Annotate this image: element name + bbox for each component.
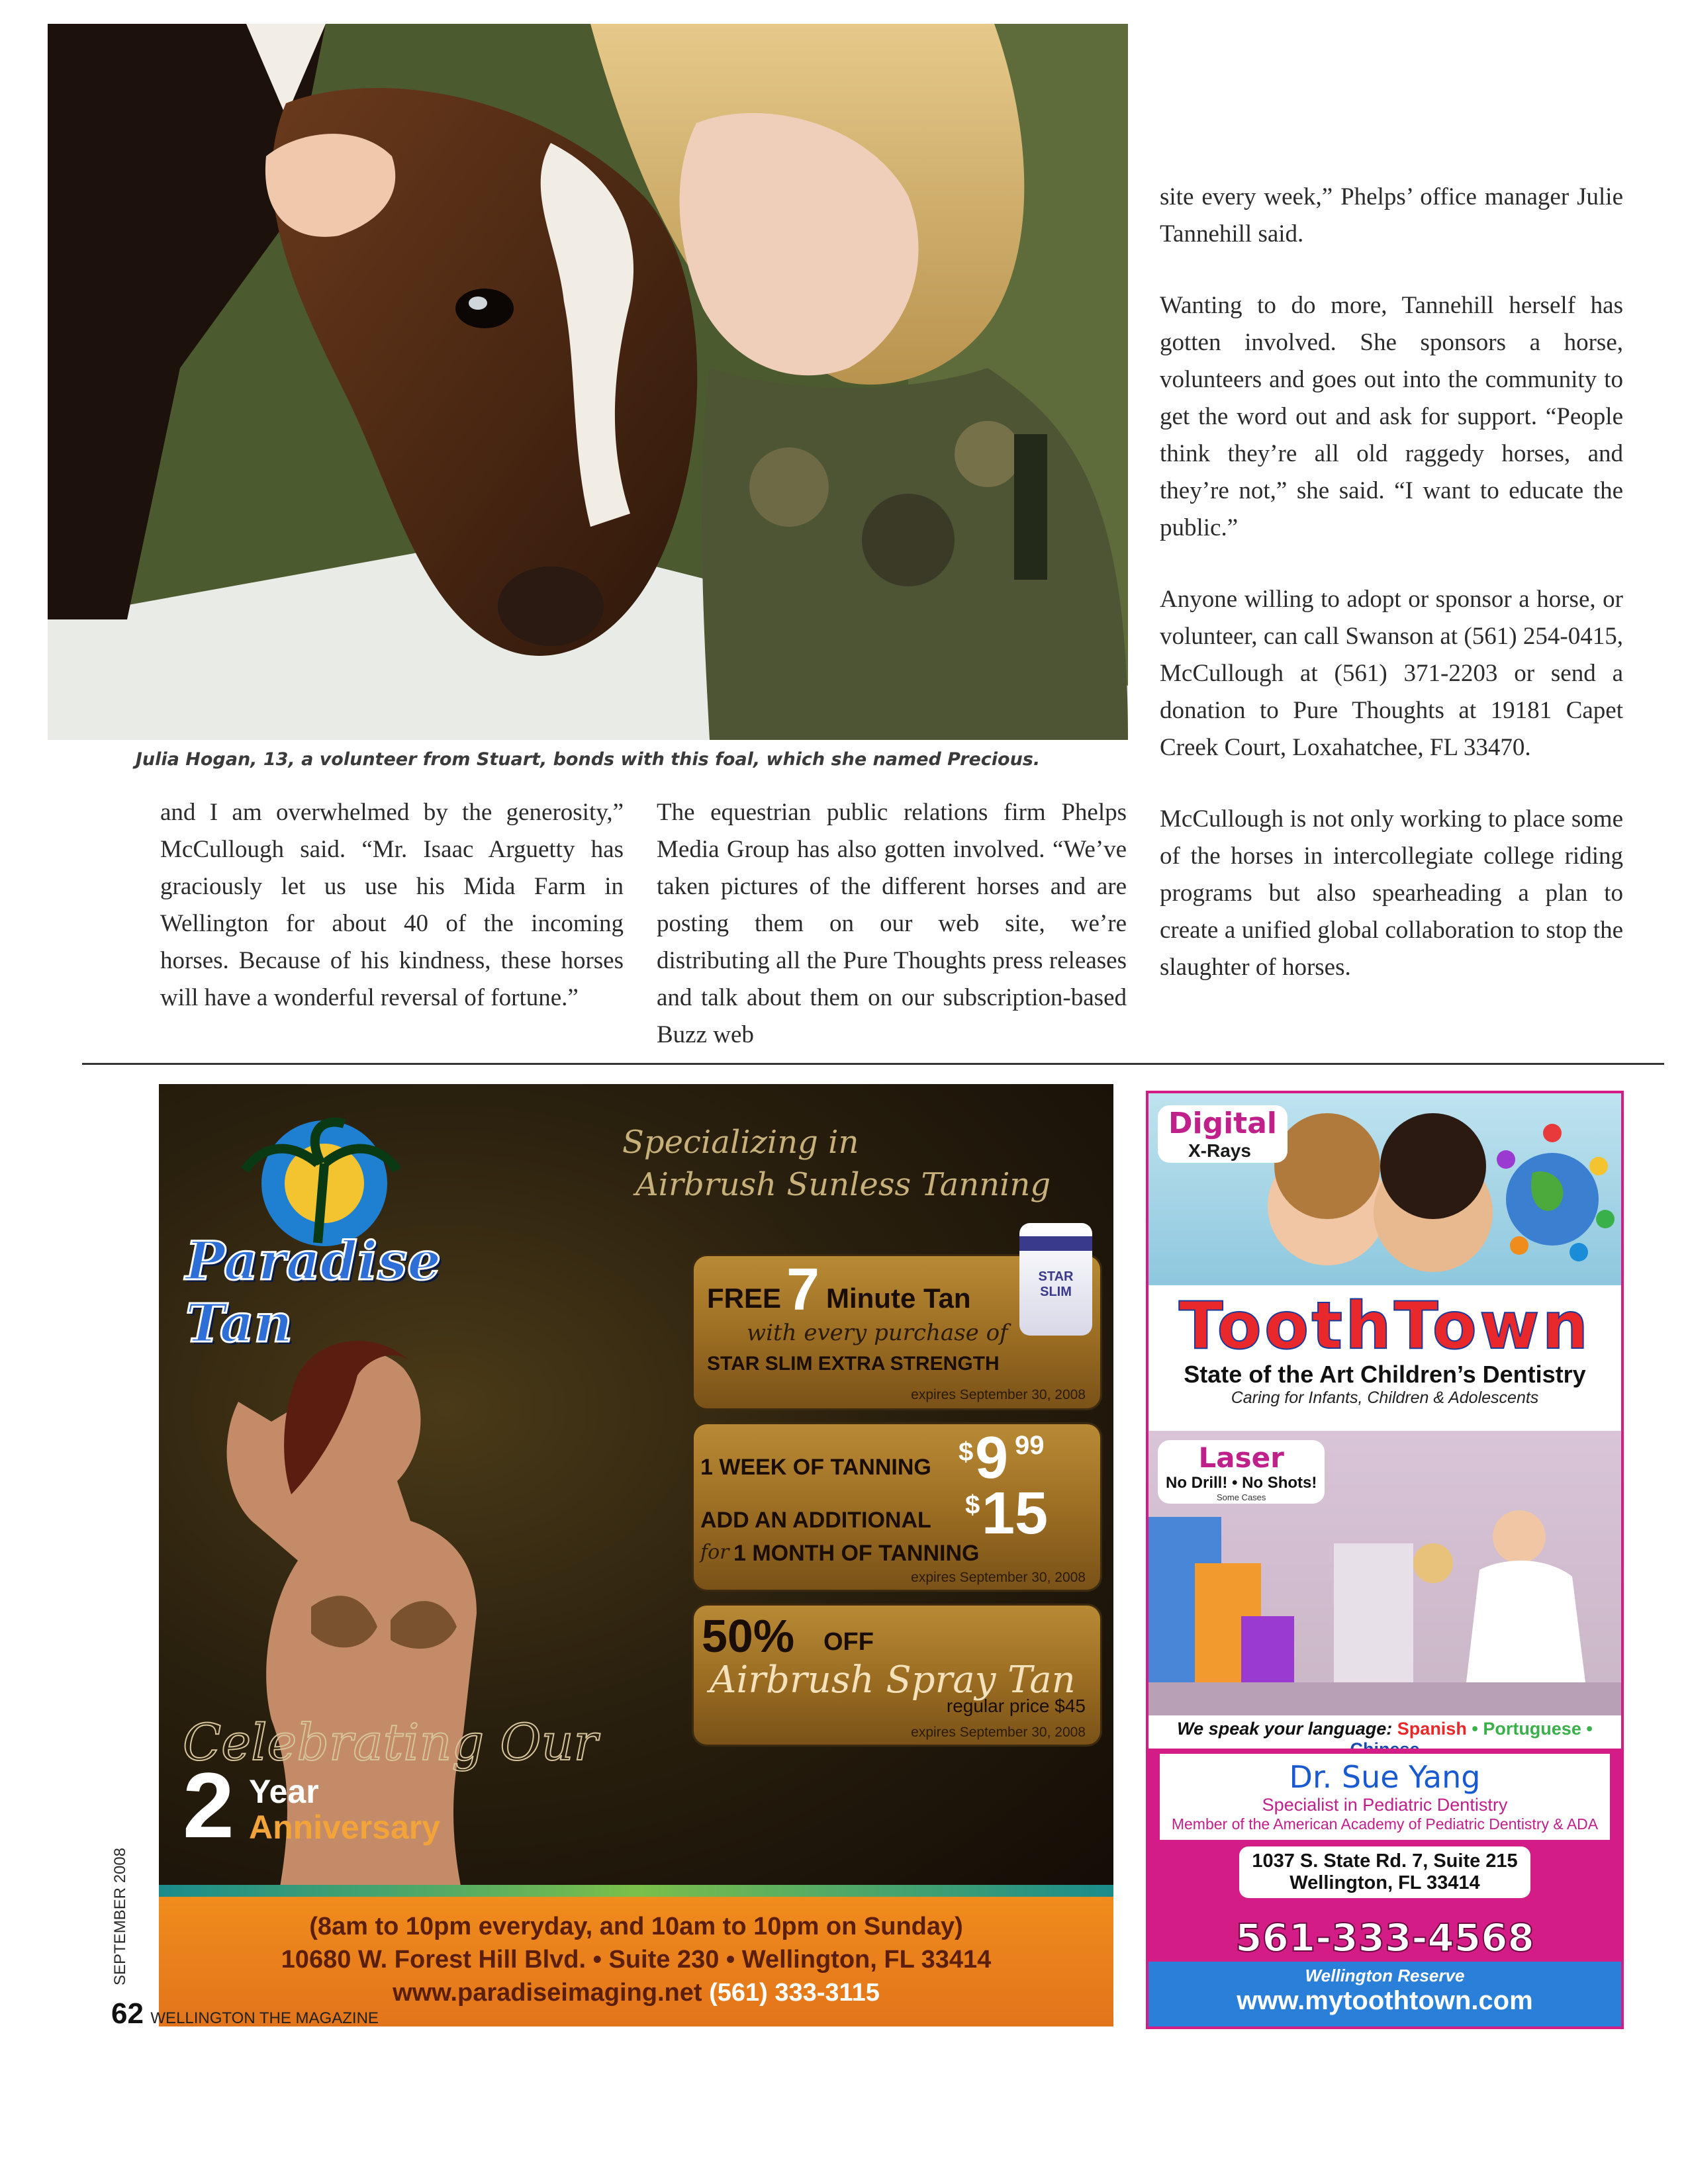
digital-xray-badge — [1158, 1105, 1288, 1163]
article-column-1 — [160, 794, 624, 1051]
phone-strip — [1149, 1914, 1621, 1962]
anniversary-word: Anniversary — [249, 1809, 441, 1846]
laser-label: Laser — [1198, 1441, 1284, 1474]
doctor-specialty: Specialist in Pediatric Dentistry — [1262, 1795, 1508, 1815]
offer-expires: expires September 30, 2008 — [911, 1570, 1086, 1585]
offer-week-label: 1 WEEK OF TANNING — [700, 1455, 931, 1480]
offer-expires: expires September 30, 2008 — [911, 1725, 1086, 1740]
page-number: 62 — [111, 1997, 144, 2030]
kids-photo — [1149, 1093, 1621, 1285]
languages-label: We speak your language: — [1177, 1719, 1393, 1739]
anniversary-number: 2 — [183, 1753, 234, 1857]
paradise-tan-ad — [159, 1084, 1113, 2026]
paradise-tan-logo — [185, 1111, 516, 1354]
doctor-info — [1160, 1754, 1610, 1840]
offer-month-label: 1 MONTH OF TANNING — [733, 1541, 980, 1566]
laser-badge — [1158, 1440, 1325, 1504]
address-line-2: Wellington, FL 33414 — [1289, 1872, 1480, 1893]
photo-caption: Julia Hogan, 13, a volunteer from Stuart, bonds with this foal, which she named Precious. — [135, 749, 1041, 770]
brand-subtitle-2: Caring for Infants, Children & Adolescents — [1231, 1388, 1539, 1407]
paragraph: Anyone willing to adopt or sponsor a horse, or volunteer, can call Swanson at (561) 254-0415, McCullough at (561) 371-2203 or send a donation to Pure Thoughts at 19181 Capet Creek Court, Loxahatchee, FL 33470. — [1160, 586, 1623, 761]
anniversary-year: Year — [249, 1773, 319, 1810]
no-drill-label: No Drill! • No Shots! — [1166, 1474, 1317, 1492]
paragraph: and I am overwhelmed by the generosity,” McCullough said. “Mr. Isaac Arguetty has graciously let us use his Mida Farm in Wellington for about 40 of the incoming horses. Because of his kindness, these horses will have a wonderful reversal of fortune.” — [160, 799, 624, 1011]
offer-free-label: FREE — [707, 1283, 782, 1314]
store-address: 10680 W. Forest Hill Blvd. • Suite 230 • Wellington, FL 33414 — [281, 1946, 992, 1974]
offer-free-number: 7 — [786, 1257, 820, 1323]
paragraph: Wanting to do more, Tannehill herself has gotten involved. She sponsors a horse, volunteers and goes out into the community to get the word out and ask for support. “People think they’re all old raggedy horses, and they’re not,” she said. “I want to educate the public.” — [1160, 292, 1623, 541]
dental-office-photo — [1149, 1431, 1621, 1715]
offer-additional-dollar: $ — [965, 1490, 980, 1520]
girl-with-foal-photo — [48, 24, 1128, 740]
some-cases-label: Some Cases — [1216, 1492, 1266, 1502]
offer-week-dollar: $ — [959, 1437, 974, 1467]
brand-title: ToothTown — [1178, 1289, 1591, 1364]
page-footer — [111, 1997, 379, 2030]
offer-week-cents: 99 — [1015, 1431, 1045, 1460]
xrays-label: X-Rays — [1188, 1140, 1251, 1161]
website-strip — [1149, 1962, 1621, 2026]
doctor-membership: Member of the American Academy of Pediatric Dentistry & ADA — [1171, 1815, 1599, 1833]
offer-free-sub: with every purchase of — [747, 1320, 1008, 1346]
store-hours: (8am to 10pm everyday, and 10am to 10pm on Sunday) — [309, 1913, 963, 1940]
offer-expires: expires September 30, 2008 — [911, 1387, 1086, 1402]
language-spanish: Spanish — [1397, 1719, 1467, 1739]
magazine-name: WELLINGTON THE MAGAZINE — [150, 2009, 379, 2027]
office-website[interactable]: www.mytoothtown.com — [1237, 1986, 1533, 2015]
offer-additional-price: 15 — [982, 1480, 1049, 1547]
offer-spray-script: Airbrush Spray Tan — [710, 1659, 1076, 1702]
paragraph: The equestrian public relations firm Phelps Media Group has also gotten involved. “We’ve taken pictures of the different horses and are posting them on our web site, we’re distributing all the Pure Thoughts press releases and talk about them on our subscription-based Buzz web — [657, 799, 1127, 1048]
offer-spray-off: OFF — [823, 1628, 874, 1656]
logo-text: Paradise Tan — [185, 1230, 442, 1354]
offer-week-tanning — [694, 1424, 1100, 1590]
doctor-block — [1149, 1749, 1621, 1914]
issue-date: SEPTEMBER 2008 — [111, 1847, 129, 1985]
ad-stripe — [159, 1885, 1113, 1897]
digital-label: Digital — [1168, 1107, 1277, 1140]
office-location: Wellington Reserve — [1305, 1966, 1465, 1985]
paragraph: site every week,” Phelps’ office manager Julie Tannehill said. — [1160, 183, 1623, 248]
celebrating-text: Celebrating Our — [183, 1713, 598, 1772]
offer-free-product: STAR SLIM EXTRA STRENGTH — [707, 1353, 1000, 1375]
offer-for: for — [700, 1541, 729, 1564]
language-portuguese: Portuguese — [1483, 1719, 1581, 1739]
product-label: STAR SLIM — [1038, 1269, 1074, 1299]
office-address — [1239, 1846, 1530, 1898]
languages-line: We speak your language: Spanish • Portuguese • — [1149, 1719, 1621, 1760]
doctor-name: Dr. Sue Yang — [1289, 1759, 1481, 1795]
brand-subtitle: State of the Art Children’s Dentistry — [1184, 1361, 1586, 1388]
toothtown-brand — [1149, 1289, 1621, 1408]
office-phone: 561-333-4568 — [1235, 1915, 1534, 1960]
toothtown-ad — [1149, 1093, 1621, 2026]
offer-free-rest: Minute Tan — [826, 1283, 971, 1314]
offer-spray-pct: 50% — [702, 1610, 795, 1662]
section-divider — [82, 1063, 1664, 1065]
store-phone: (561) 333-3115 — [709, 1979, 880, 2007]
store-website[interactable]: www.paradiseimaging.net — [393, 1979, 702, 2007]
tagline-2: Airbrush Sunless Tanning — [635, 1166, 1051, 1203]
article-column-3 — [1160, 179, 1623, 1021]
offer-week-price: 9 — [975, 1425, 1009, 1491]
offer-spray-regular: regular price $45 — [946, 1696, 1086, 1716]
paragraph: McCullough is not only working to place some of the horses in intercollegiate college riding programs but also spearheading a plan to create a unified global collaboration to stop the slaughter of horses. — [1160, 805, 1623, 981]
address-line-1: 1037 S. State Rd. 7, Suite 215 — [1252, 1850, 1518, 1872]
tagline-1: Specializing in — [622, 1124, 859, 1161]
offer-spray-tan — [694, 1606, 1100, 1745]
product-bottle-icon — [1019, 1223, 1092, 1336]
feature-photo — [48, 24, 1128, 740]
article-column-2 — [657, 794, 1127, 1088]
offer-additional-label: ADD AN ADDITIONAL — [700, 1508, 931, 1533]
